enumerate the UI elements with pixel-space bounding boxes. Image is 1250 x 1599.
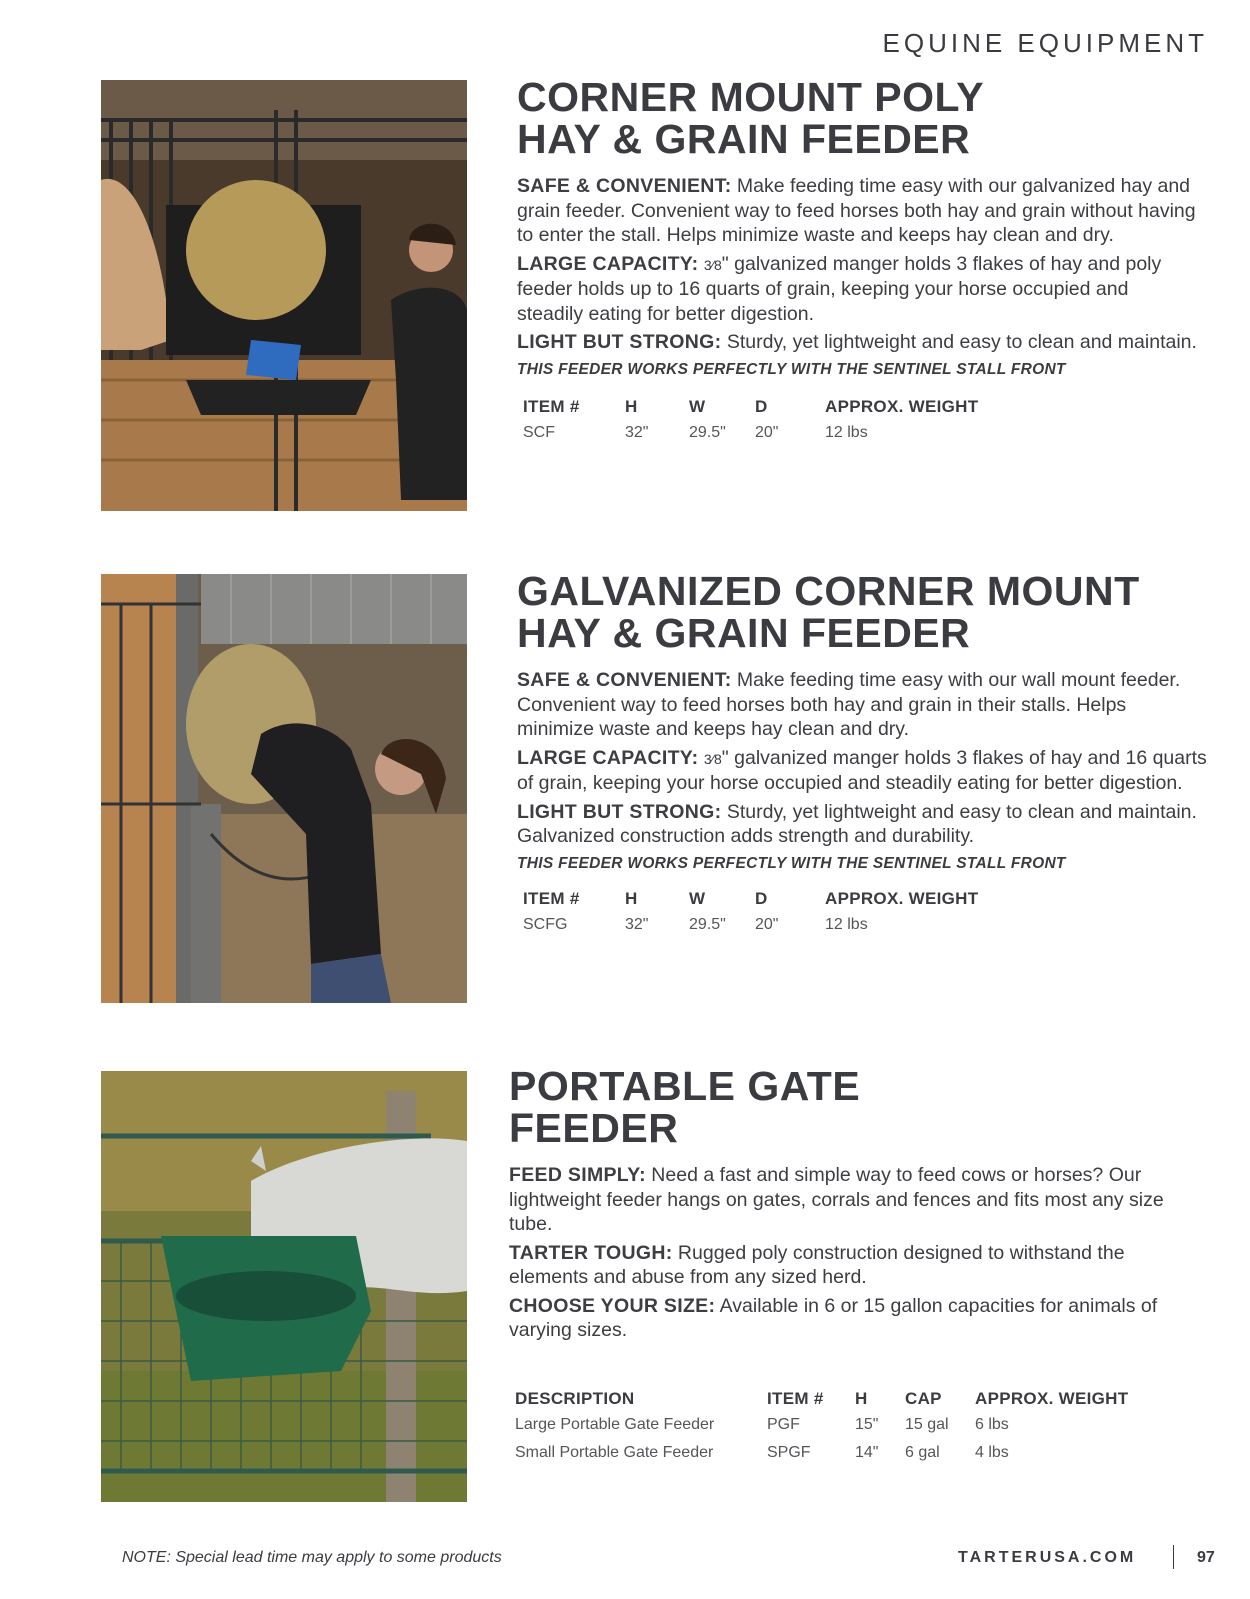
page-number: 97	[1197, 1549, 1215, 1566]
product-photo-galvanized-corner-mount	[101, 574, 467, 1003]
product-title-line1: PORTABLE GATE	[509, 1063, 861, 1109]
spec-table-header: ITEM # H W D APPROX. WEIGHT	[523, 888, 979, 908]
table-row: Small Portable Gate Feeder SPGF 14" 6 gal 4 lbs	[515, 1443, 1009, 1461]
spec-table	[523, 887, 1025, 939]
product-title	[517, 570, 1207, 654]
feature-choose-your-size: CHOOSE YOUR SIZE: Available in 6 or 15 gallon capacities for animals of varying sizes.	[509, 1294, 1158, 1341]
table-row: SCF 32" 29.5" 20" 12 lbs	[523, 423, 868, 441]
feature-safe-convenient: SAFE & CONVENIENT: Make feeding time easy with our galvanized hay and grain feeder. Convenient way to feed horses both hay and grain without having to enter the stall. Helps minimize waste and keeps hay clean and dry.	[517, 175, 1196, 246]
product-portable-gate-feeder	[509, 1065, 1169, 1467]
product-title-line1: GALVANIZED CORNER MOUNT	[517, 568, 1140, 614]
feature-safe-convenient: SAFE & CONVENIENT: Make feeding time easy with our wall mount feeder. Convenient way to feed horses both hay and grain in their stalls. Helps minimize waste and keeps hay clean and dry.	[517, 669, 1181, 740]
product-photo-corner-mount-poly	[101, 80, 467, 511]
spec-table-header: ITEM # H W D APPROX. WEIGHT	[523, 396, 979, 416]
spec-table	[523, 395, 1025, 447]
section-header: EQUINE EQUIPMENT	[882, 28, 1208, 58]
feature-light-but-strong: LIGHT BUT STRONG: Sturdy, yet lightweight and easy to clean and maintain. Galvanized construction adds strength and durability.	[517, 800, 1197, 847]
compatibility-note: THIS FEEDER WORKS PERFECTLY WITH THE SENTINEL STALL FRONT	[517, 854, 1066, 872]
feature-tarter-tough: TARTER TOUGH: Rugged poly construction designed to withstand the elements and abuse from any sized herd.	[509, 1241, 1125, 1288]
footer-divider	[1173, 1545, 1174, 1569]
product-title-line2: HAY & GRAIN FEEDER	[517, 116, 971, 162]
product-title	[509, 1065, 1169, 1149]
lead-time-note: NOTE: Special lead time may apply to some products	[122, 1549, 502, 1566]
feature-large-capacity: LARGE CAPACITY: 3⁄8" galvanized manger holds 3 flakes of hay and poly feeder holds up to 16 quarts of grain, keeping your horse occupied and steadily eating for better digestion.	[517, 252, 1162, 325]
product-title	[517, 76, 1197, 160]
product-title-line2: FEEDER	[509, 1105, 679, 1151]
product-photo-portable-gate-feeder	[101, 1071, 467, 1502]
spec-table	[515, 1387, 1155, 1467]
spec-table-header: DESCRIPTION ITEM # H CAP APPROX. WEIGHT	[515, 1388, 1129, 1408]
website-link[interactable]: TARTERUSA.COM	[958, 1549, 1137, 1566]
table-row: Large Portable Gate Feeder PGF 15" 15 gal 6 lbs	[515, 1415, 1009, 1433]
product-galvanized-corner-mount	[517, 570, 1207, 939]
product-title-line1: CORNER MOUNT POLY	[517, 74, 985, 120]
product-title-line2: HAY & GRAIN FEEDER	[517, 610, 971, 656]
compatibility-note: THIS FEEDER WORKS PERFECTLY WITH THE SENTINEL STALL FRONT	[517, 360, 1066, 378]
product-corner-mount-poly	[517, 76, 1197, 447]
feature-light-but-strong: LIGHT BUT STRONG: Sturdy, yet lightweight and easy to clean and maintain.	[517, 331, 1197, 353]
table-row: SCFG 32" 29.5" 20" 12 lbs	[523, 915, 868, 933]
feature-feed-simply: FEED SIMPLY: Need a fast and simple way to feed cows or horses? Our lightweight feeder hangs on gates, corrals and fences and fits most any size tube.	[509, 1164, 1164, 1235]
feature-large-capacity: LARGE CAPACITY: 3⁄8" galvanized manger holds 3 flakes of hay and 16 quarts of grain, keeping your horse occupied and steadily eating for better digestion.	[517, 746, 1207, 794]
